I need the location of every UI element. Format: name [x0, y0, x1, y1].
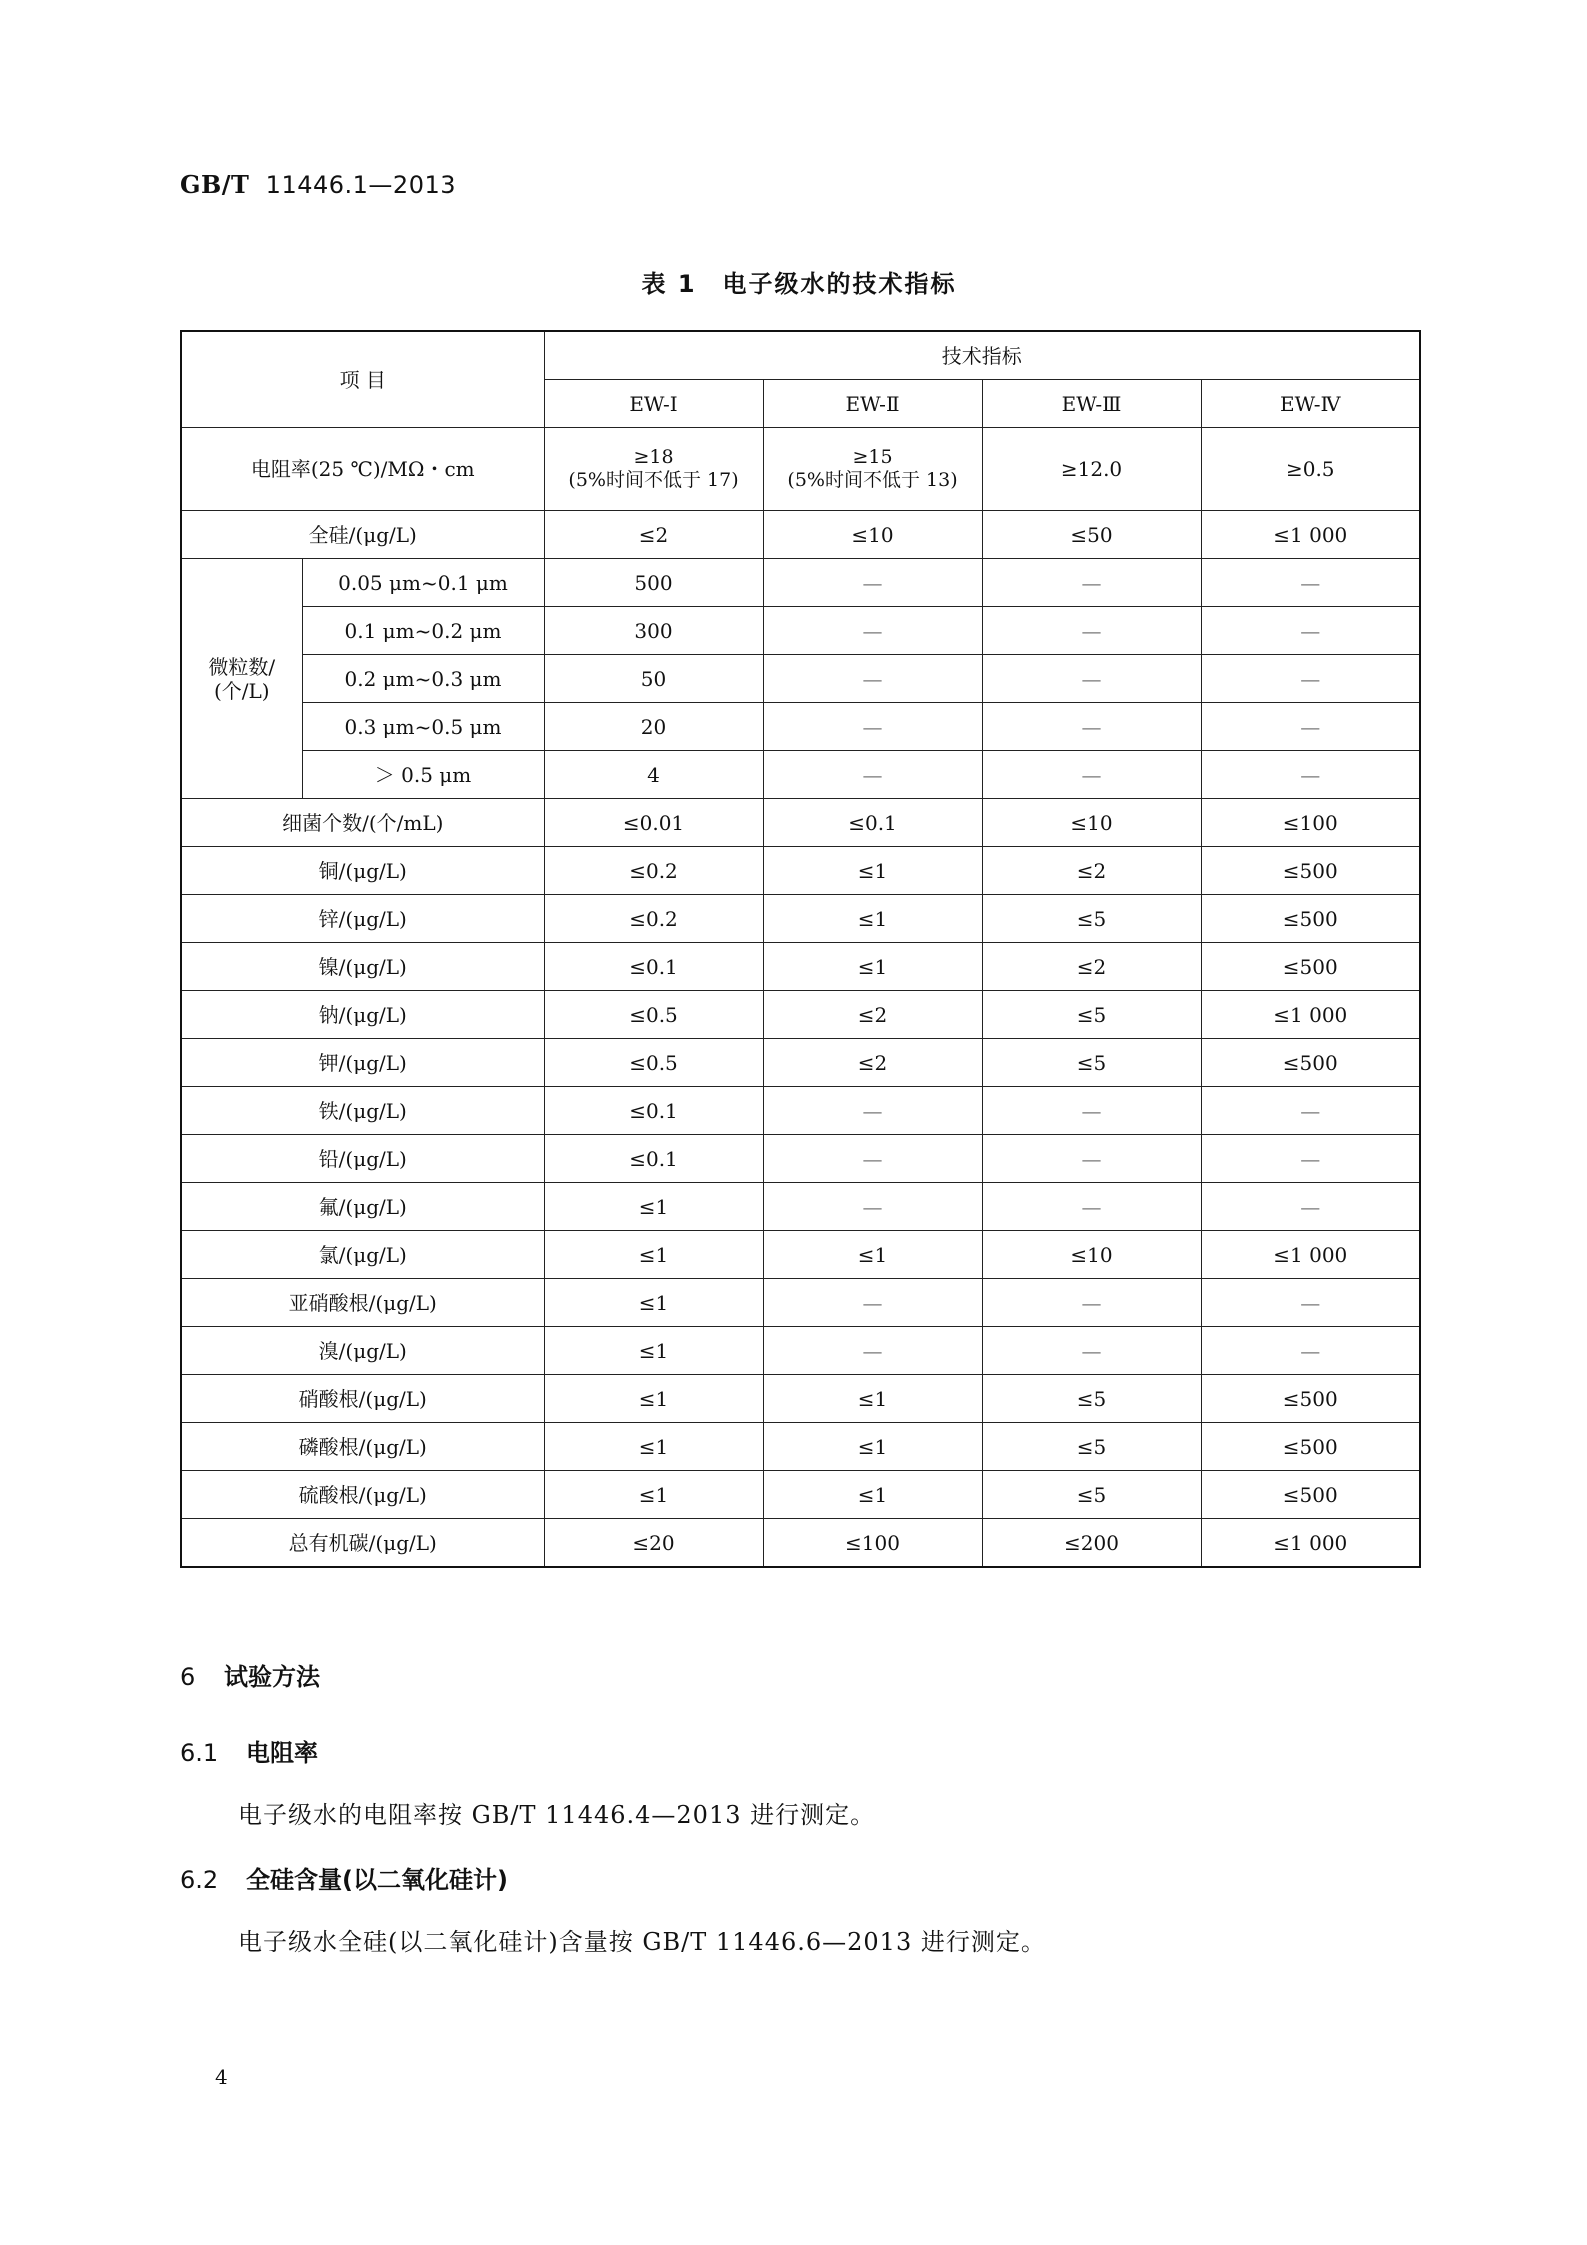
table-row	[181, 1423, 1420, 1471]
particle-value: 4	[544, 751, 763, 799]
row-value: ≤5	[982, 1039, 1201, 1087]
row-value: ≤10	[982, 799, 1201, 847]
row-label: 硫酸根/(μg/L)	[181, 1471, 544, 1519]
table-row	[181, 895, 1420, 943]
silica-ew1: ≤2	[544, 511, 763, 559]
row-value: ≤1	[544, 1231, 763, 1279]
row-label: 亚硝酸根/(μg/L)	[181, 1279, 544, 1327]
particle-label-line1: 微粒数/	[208, 654, 276, 679]
row-value: ≤2	[982, 847, 1201, 895]
table-row	[181, 943, 1420, 991]
standard-prefix: GB/T	[180, 170, 250, 199]
row-value: ≤1	[763, 1471, 982, 1519]
row-value: ≤2	[982, 943, 1201, 991]
table-row	[181, 1471, 1420, 1519]
silica-ew3: ≤50	[982, 511, 1201, 559]
grade-ew2: EW-Ⅱ	[763, 380, 982, 428]
particle-range: 0.2 μm~0.3 μm	[302, 655, 544, 703]
row-value: —	[1201, 1327, 1420, 1375]
row-label: 硝酸根/(μg/L)	[181, 1375, 544, 1423]
table-row	[181, 1135, 1420, 1183]
particle-range: 0.3 μm~0.5 μm	[302, 703, 544, 751]
row-value: ≤5	[982, 1471, 1201, 1519]
particle-value: —	[982, 655, 1201, 703]
row-value: —	[982, 1135, 1201, 1183]
row-value: ≤1 000	[1201, 1231, 1420, 1279]
section-6-1-heading	[180, 1733, 318, 1768]
row-value: ≤1	[763, 1375, 982, 1423]
row-value: ≤0.5	[544, 1039, 763, 1087]
row-label: 镍/(μg/L)	[181, 943, 544, 991]
row-label: 总有机碳/(μg/L)	[181, 1519, 544, 1568]
table-row	[181, 1183, 1420, 1231]
row-value: ≤1 000	[1201, 1519, 1420, 1568]
particle-row	[181, 703, 1420, 751]
resistivity-ew3: ≥12.0	[982, 428, 1201, 511]
particle-range: ＞ 0.5 μm	[302, 751, 544, 799]
row-value: ≤1	[544, 1327, 763, 1375]
row-value: ≤5	[982, 1375, 1201, 1423]
row-value: ≤0.1	[763, 799, 982, 847]
section-6-title: 试验方法	[224, 1663, 320, 1691]
particle-label-line2: (个/L)	[213, 678, 270, 703]
particle-row	[181, 607, 1420, 655]
row-value: ≤0.5	[544, 991, 763, 1039]
row-value: ≤1	[763, 1231, 982, 1279]
standard-code	[180, 170, 456, 199]
row-value: ≤1	[763, 943, 982, 991]
table-row	[181, 991, 1420, 1039]
grade-ew1: EW-Ⅰ	[544, 380, 763, 428]
table-row	[181, 1279, 1420, 1327]
section-6-2-title: 全硅含量(以二氧化硅计)	[246, 1866, 508, 1894]
resistivity-ew4: ≥0.5	[1201, 428, 1420, 511]
row-value: ≤20	[544, 1519, 763, 1568]
particle-value: —	[1201, 559, 1420, 607]
resistivity-row	[181, 428, 1420, 511]
silica-ew2: ≤10	[763, 511, 982, 559]
row-value: ≤5	[982, 991, 1201, 1039]
particle-value: —	[1201, 607, 1420, 655]
row-label: 铁/(μg/L)	[181, 1087, 544, 1135]
row-value: —	[1201, 1087, 1420, 1135]
particle-row	[181, 751, 1420, 799]
particle-value: —	[763, 607, 982, 655]
particle-value: —	[763, 655, 982, 703]
table-row	[181, 1231, 1420, 1279]
resistivity-ew2	[763, 428, 982, 511]
row-value: ≤0.2	[544, 847, 763, 895]
row-value: ≤10	[982, 1231, 1201, 1279]
spec-table	[180, 330, 1421, 1568]
particle-value: —	[982, 559, 1201, 607]
particle-row	[181, 559, 1420, 607]
row-value: ≤1	[544, 1183, 763, 1231]
row-value: —	[763, 1279, 982, 1327]
section-6-2-heading	[180, 1860, 508, 1895]
row-label: 铜/(μg/L)	[181, 847, 544, 895]
grade-ew4: EW-Ⅳ	[1201, 380, 1420, 428]
resistivity-ew1	[544, 428, 763, 511]
row-value: —	[982, 1183, 1201, 1231]
section-6-1-number: 6.1	[180, 1739, 219, 1767]
row-value: ≤0.01	[544, 799, 763, 847]
row-value: ≤1	[763, 895, 982, 943]
grade-ew3: EW-Ⅲ	[982, 380, 1201, 428]
particle-label	[181, 559, 302, 799]
section-6-1-text: 电子级水的电阻率按 GB/T 11446.4—2013 进行测定。	[238, 1801, 876, 1829]
row-label: 锌/(μg/L)	[181, 895, 544, 943]
row-label: 铅/(μg/L)	[181, 1135, 544, 1183]
row-value: ≤500	[1201, 1039, 1420, 1087]
section-6-2-text: 电子级水全硅(以二氧化硅计)含量按 GB/T 11446.6—2013 进行测定。	[238, 1928, 1046, 1956]
row-value: ≤1	[544, 1375, 763, 1423]
row-value: ≤1 000	[1201, 991, 1420, 1039]
header-spec: 技术指标	[544, 331, 1420, 380]
standard-number: 11446.1—2013	[265, 171, 456, 199]
row-label: 细菌个数/(个/mL)	[181, 799, 544, 847]
section-6-2-number: 6.2	[180, 1866, 219, 1894]
table-row	[181, 1039, 1420, 1087]
silica-label: 全硅/(μg/L)	[181, 511, 544, 559]
row-label: 氟/(μg/L)	[181, 1183, 544, 1231]
row-value: ≤0.1	[544, 943, 763, 991]
row-label: 氯/(μg/L)	[181, 1231, 544, 1279]
row-value: —	[1201, 1279, 1420, 1327]
table-row	[181, 847, 1420, 895]
row-value: ≤5	[982, 895, 1201, 943]
resistivity-label: 电阻率(25 ℃)/MΩ・cm	[181, 428, 544, 511]
particle-value: —	[763, 751, 982, 799]
row-value: ≤500	[1201, 1471, 1420, 1519]
particle-range: 0.1 μm~0.2 μm	[302, 607, 544, 655]
row-value: ≤1	[544, 1279, 763, 1327]
silica-ew4: ≤1 000	[1201, 511, 1420, 559]
row-value: —	[763, 1183, 982, 1231]
particle-row	[181, 655, 1420, 703]
row-value: —	[982, 1327, 1201, 1375]
table-row	[181, 799, 1420, 847]
header-row	[181, 331, 1420, 380]
particle-value: 20	[544, 703, 763, 751]
section-6-heading	[180, 1657, 320, 1692]
row-value: ≤1	[763, 847, 982, 895]
section-6-1-title: 电阻率	[246, 1739, 318, 1767]
row-value: —	[763, 1087, 982, 1135]
row-value: ≤0.1	[544, 1087, 763, 1135]
row-value: ≤5	[982, 1423, 1201, 1471]
row-label: 磷酸根/(μg/L)	[181, 1423, 544, 1471]
row-value: ≤500	[1201, 943, 1420, 991]
row-label: 溴/(μg/L)	[181, 1327, 544, 1375]
row-value: ≤1	[544, 1423, 763, 1471]
section-6-number: 6	[180, 1663, 196, 1691]
particle-value: —	[1201, 751, 1420, 799]
row-value: ≤500	[1201, 1423, 1420, 1471]
row-label: 钾/(μg/L)	[181, 1039, 544, 1087]
table-row	[181, 1087, 1420, 1135]
row-value: ≤1	[544, 1471, 763, 1519]
row-label: 钠/(μg/L)	[181, 991, 544, 1039]
row-value: —	[763, 1327, 982, 1375]
particle-value: —	[1201, 655, 1420, 703]
row-value: —	[1201, 1135, 1420, 1183]
table-row	[181, 1327, 1420, 1375]
table-title: 表 1 电子级水的技术指标	[641, 270, 957, 298]
particle-value: —	[763, 559, 982, 607]
resistivity-ew1-value: ≥18	[633, 446, 674, 469]
row-value: ≤1	[763, 1423, 982, 1471]
particle-range: 0.05 μm~0.1 μm	[302, 559, 544, 607]
row-value: ≤500	[1201, 895, 1420, 943]
row-value: ≤500	[1201, 1375, 1420, 1423]
resistivity-ew2-note: (5%时间不低于 13)	[787, 469, 958, 491]
header-item: 项 目	[181, 331, 544, 428]
particle-value: 500	[544, 559, 763, 607]
row-value: ≤2	[763, 991, 982, 1039]
row-value: —	[763, 1135, 982, 1183]
row-value: —	[982, 1087, 1201, 1135]
row-value: —	[982, 1279, 1201, 1327]
silica-row	[181, 511, 1420, 559]
table-row	[181, 1375, 1420, 1423]
page-number: 4	[215, 2065, 228, 2089]
particle-value: —	[982, 607, 1201, 655]
resistivity-ew2-value: ≥15	[852, 446, 893, 469]
row-value: ≤200	[982, 1519, 1201, 1568]
particle-value: —	[982, 703, 1201, 751]
row-value: ≤0.2	[544, 895, 763, 943]
row-value: ≤2	[763, 1039, 982, 1087]
particle-value: —	[763, 703, 982, 751]
row-value: ≤100	[763, 1519, 982, 1568]
particle-value: —	[1201, 703, 1420, 751]
row-value: ≤0.1	[544, 1135, 763, 1183]
resistivity-ew1-note: (5%时间不低于 17)	[568, 469, 739, 491]
table-row	[181, 1519, 1420, 1568]
particle-value: 50	[544, 655, 763, 703]
particle-value: 300	[544, 607, 763, 655]
row-value: —	[1201, 1183, 1420, 1231]
row-value: ≤500	[1201, 847, 1420, 895]
row-value: ≤100	[1201, 799, 1420, 847]
particle-value: —	[982, 751, 1201, 799]
